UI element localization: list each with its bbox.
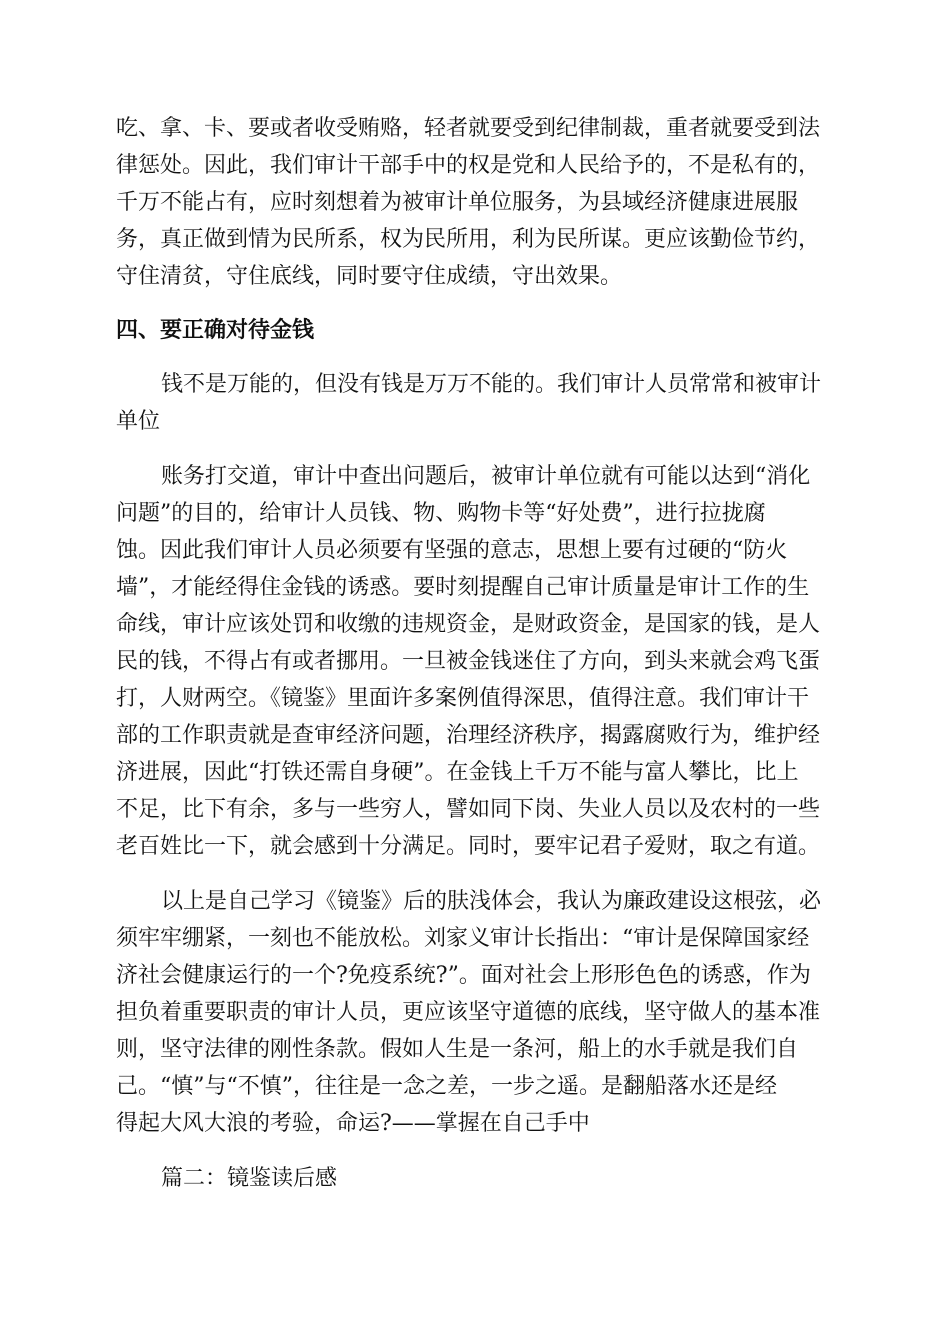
document-page bbox=[116, 110, 836, 1197]
text-line: 务，真正做到情为民所系，权为民所用，利为民所谋。更应该勤俭节约， bbox=[116, 227, 821, 252]
text-line: 打，人财两空。《镜鉴》里面许多案例值得深思，值得注意。我们审计干 bbox=[116, 686, 810, 711]
paragraph-block-1 bbox=[116, 110, 836, 295]
text-line: 部的工作职责就是查审经济问题，治理经济秩序，揭露腐败行为，维护经 bbox=[116, 723, 821, 748]
paragraph-block-4 bbox=[116, 883, 836, 1142]
text-line: 律惩处。因此，我们审计干部手中的权是党和人民给予的，不是私有的， bbox=[116, 153, 821, 178]
paragraph-block-5 bbox=[116, 1160, 836, 1197]
paragraph-block-2 bbox=[116, 366, 836, 440]
text-line: 民的钱，不得占有或者挪用。一旦被金钱迷住了方向，到头来就会鸡飞蛋 bbox=[116, 649, 821, 674]
text-line: 墙”，才能经得住金钱的诱惑。要时刻提醒自己审计质量是审计工作的生 bbox=[116, 575, 810, 600]
text-line: 蚀。因此我们审计人员必须要有坚强的意志，思想上要有过硬的“防火 bbox=[116, 538, 788, 563]
text-line: 不足，比下有余，多与一些穷人，譬如同下岗、失业人员以及农村的一些 bbox=[116, 797, 821, 822]
text-line: 担负着重要职责的审计人员，更应该坚守道德的底线，坚守做人的基本准 bbox=[116, 1000, 821, 1025]
text-line: 得起大风大浪的考验，命运?——掌握在自己手中 bbox=[116, 1111, 590, 1136]
text-line: 钱不是万能的，但没有钱是万万不能的。我们审计人员常常和被审计 bbox=[161, 372, 822, 397]
text-line: 命线，审计应该处罚和收缴的违规资金，是财政资金，是国家的钱，是人 bbox=[116, 612, 821, 637]
paragraph-block-3 bbox=[116, 458, 836, 865]
text-line: 问题”的目的，给审计人员钱、物、购物卡等“好处费”，进行拉拢腐 bbox=[116, 501, 766, 526]
text-line: 则，坚守法律的刚性条款。假如人生是一条河，船上的水手就是我们自 bbox=[116, 1037, 799, 1062]
text-line: 以上是自己学习《镜鉴》后的肤浅体会，我认为廉政建设这根弦，必 bbox=[161, 889, 822, 914]
text-line: 须牢牢绷紧，一刻也不能放松。刘家义审计长指出：“审计是保障国家经 bbox=[116, 926, 810, 951]
text-line: 己。“慎”与“不慎”，往往是一念之差，一步之遥。是翻船落水还是经 bbox=[116, 1074, 777, 1099]
text-line: 守住清贫，守住底线，同时要守住成绩，守出效果。 bbox=[116, 264, 623, 289]
text-line: 千万不能占有，应时刻想着为被审计单位服务，为县域经济健康进展服 bbox=[116, 190, 799, 215]
text-line: 吃、拿、卡、要或者收受贿赂，轻者就要受到纪律制裁，重者就要受到法 bbox=[116, 116, 821, 141]
section-heading: 四、要正确对待金钱 bbox=[116, 318, 315, 343]
text-line: 单位 bbox=[116, 409, 161, 434]
text-line: 老百姓比一下，就会感到十分满足。同时，要牢记君子爱财，取之有道。 bbox=[116, 834, 821, 859]
text-line: 篇二：镜鉴读后感 bbox=[161, 1166, 338, 1191]
text-line: 济社会健康运行的一个?免疫系统?”。面对社会上形形色色的诱惑，作为 bbox=[116, 963, 811, 988]
text-line: 济进展，因此“打铁还需自身硬”。在金钱上千万不能与富人攀比，比上 bbox=[116, 760, 799, 785]
text-line: 账务打交道，审计中查出问题后，被审计单位就有可能以达到“消化 bbox=[161, 464, 811, 489]
